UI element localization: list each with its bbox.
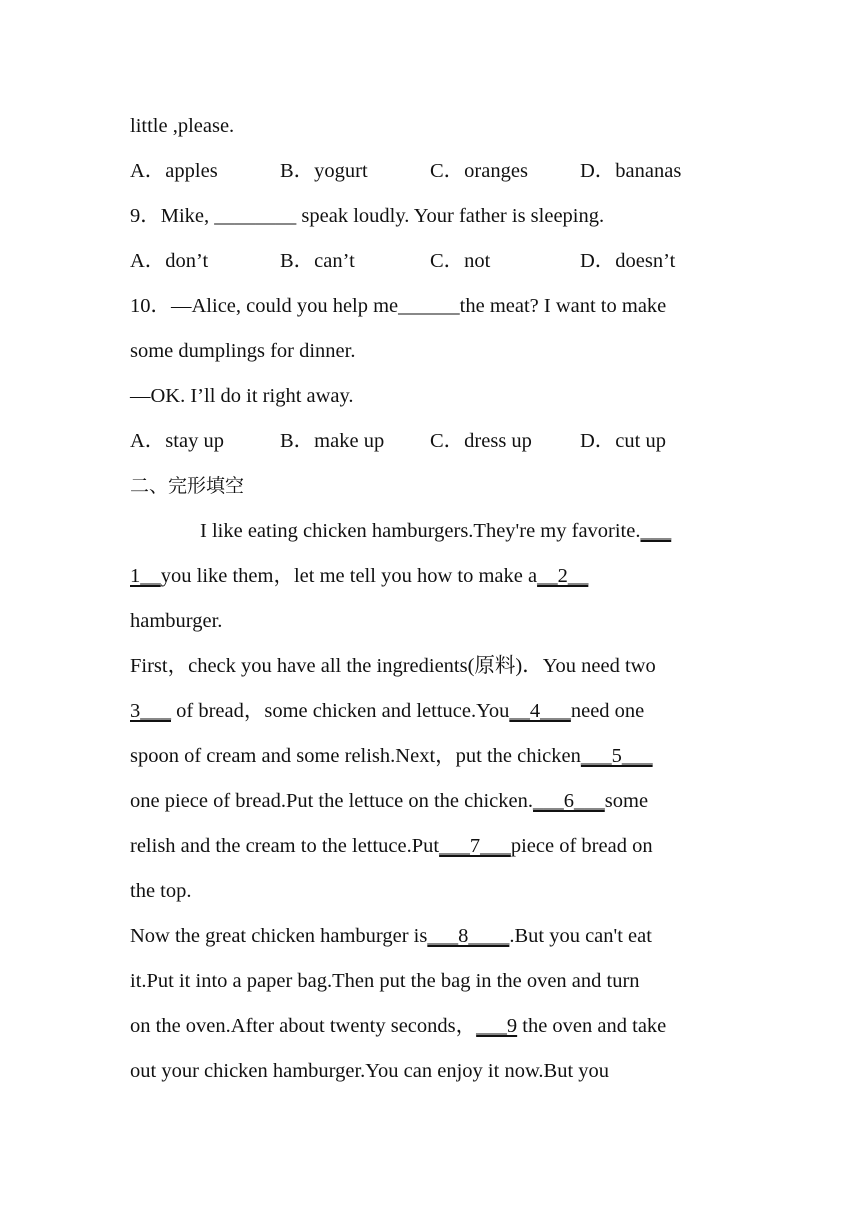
blank-1: 1__ (130, 565, 161, 587)
question-9-stem: 9．Mike, ________ speak loudly. Your father is sleeping. (130, 205, 605, 227)
passage-line-5 (130, 689, 735, 734)
passage-text: you like them，let me tell you how to make a (160, 565, 538, 587)
option-c: C．dress up (430, 430, 532, 452)
passage-text: need one (570, 700, 645, 722)
blank: ___ (640, 520, 672, 542)
question-8-options (130, 149, 735, 194)
passage-text: on the oven.After about twenty seconds， (130, 1015, 477, 1037)
worksheet-page (130, 104, 735, 1094)
blank-8: ___8____ (427, 925, 510, 947)
option-c: C．oranges (430, 160, 528, 182)
passage-text: .But you can't eat (509, 925, 652, 947)
option-a: A．apples (130, 160, 218, 182)
blank-6: ___6___ (533, 790, 605, 812)
passage-text: of bread，some chicken and lettuce.You (171, 700, 510, 722)
option-b: B．yogurt (280, 160, 368, 182)
passage-text: relish and the cream to the lettuce.Put (130, 835, 440, 857)
option-b: B．make up (280, 430, 385, 452)
passage-line-2 (130, 554, 735, 599)
option-c: C．not (430, 250, 491, 272)
question-10-stem-cont: some dumplings for dinner. (130, 340, 356, 362)
passage-text: one piece of bread.Put the lettuce on the chicken. (130, 790, 534, 812)
passage-text: I like eating chicken hamburgers.They're my favorite. (200, 520, 641, 542)
question-8-tail: little ,please. (130, 115, 235, 137)
passage-line-4: First，check you have all the ingredients(原料)．You need two (130, 655, 656, 677)
passage-line-1 (130, 509, 735, 554)
blank-9: ___9 (476, 1015, 518, 1037)
passage-text: spoon of cream and some relish.Next，put the chicken (130, 745, 581, 767)
blank-5: ___5___ (580, 745, 653, 767)
option-b: B．can’t (280, 250, 355, 272)
passage-line-11: it.Put it into a paper bag.Then put the bag in the oven and turn (130, 970, 640, 992)
blank-7: ___7___ (439, 835, 511, 857)
option-d: D．bananas (580, 160, 682, 182)
question-10-stem: 10．—Alice, could you help me______the meat? I want to make (130, 295, 667, 317)
blank-3: 3___ (130, 700, 171, 722)
passage-line-6 (130, 734, 735, 779)
passage-line-8 (130, 824, 735, 869)
question-9-options (130, 239, 735, 284)
question-10-reply: —OK. I’ll do it right away. (130, 385, 354, 407)
passage-line-3: hamburger. (130, 610, 223, 632)
blank-4: __4___ (509, 700, 571, 722)
passage-text: the oven and take (517, 1015, 667, 1037)
section-2-title: 二、完形填空 (130, 475, 245, 497)
option-a: A．don’t (130, 250, 209, 272)
passage-line-13: out your chicken hamburger.You can enjoy it now.But you (130, 1060, 610, 1082)
option-d: D．cut up (580, 430, 666, 452)
blank-2: __2__ (537, 565, 589, 587)
passage-line-10 (130, 914, 735, 959)
passage-line-7 (130, 779, 735, 824)
passage-text: some (604, 790, 649, 812)
question-10-options (130, 419, 735, 464)
passage-line-12 (130, 1004, 735, 1049)
passage-text: piece of bread on (510, 835, 653, 857)
option-a: A．stay up (130, 430, 224, 452)
passage-line-9: the top. (130, 880, 192, 902)
option-d: D．doesn’t (580, 250, 676, 272)
passage-text: Now the great chicken hamburger is (130, 925, 428, 947)
